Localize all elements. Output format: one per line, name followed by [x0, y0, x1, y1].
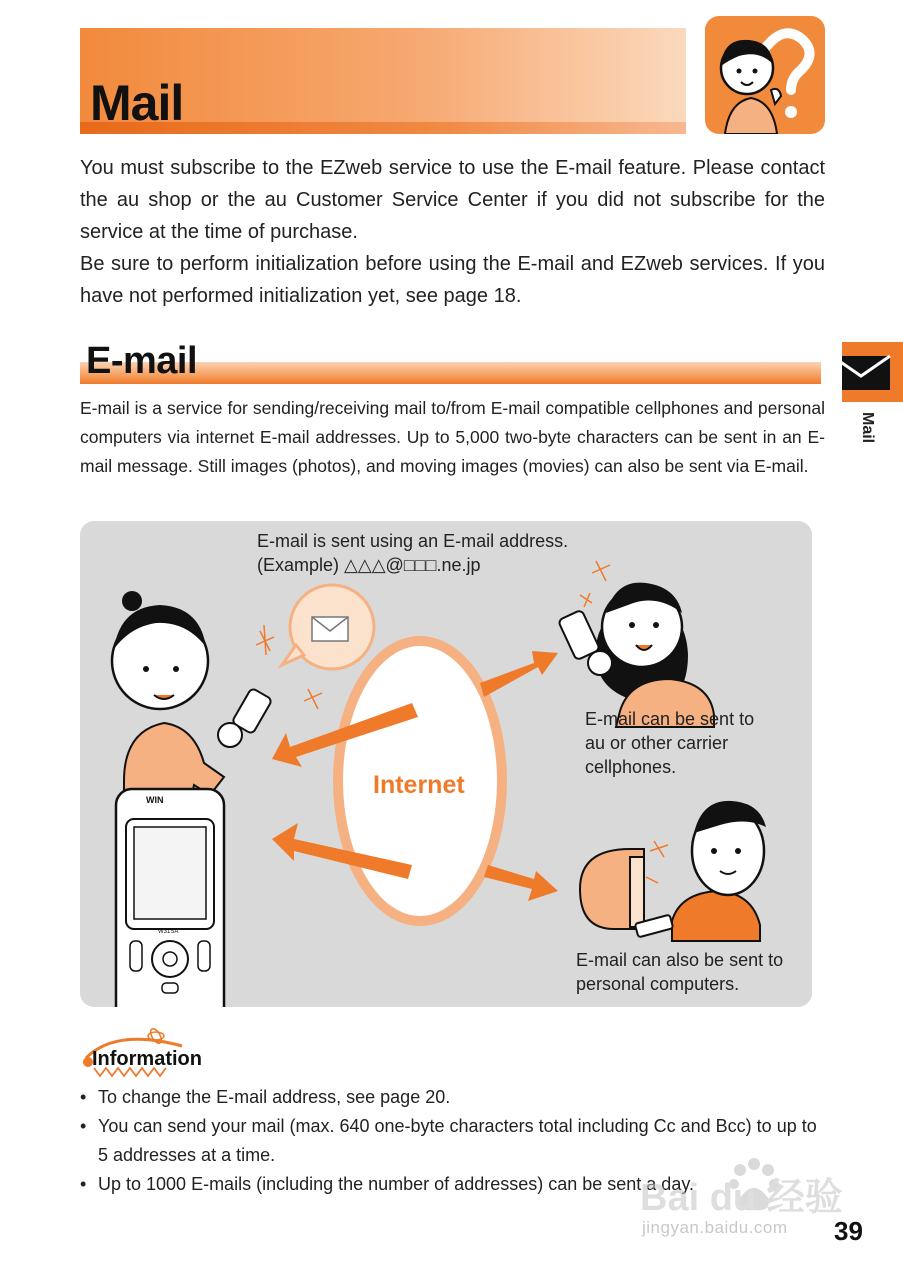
section-description: E-mail is a service for sending/receiving mail to/from E-mail compatible cellphones and personal computers via internet E-mail addresses. Up to 5,000 two-byte characters can be sent in an E-mail message. Still images (photos), and moving images (movies) can also be sent via E-mail.	[80, 398, 825, 476]
intro-paragraph-1: You must subscribe to the EZweb service to use the E-mail feature. Please contact the au shop or the au Customer Service Center if you did not subscribe for the service at the time of purchase.	[80, 157, 825, 243]
address-caption-line-2: (Example) △△△@□□□.ne.jp	[257, 555, 481, 575]
watermark-url: jingyan.baidu.com	[642, 1218, 788, 1237]
phones-caption-line-1: E-mail can be sent to	[585, 709, 755, 729]
diagram-illustration	[80, 521, 812, 1007]
header-banner	[80, 28, 686, 134]
mail-bubble	[282, 585, 374, 669]
information-item: • To change the E-mail address, see page 20.	[80, 1083, 830, 1112]
mascot-illustration	[705, 16, 825, 134]
side-tab	[842, 342, 903, 402]
intro-text	[80, 152, 825, 312]
information-title: Information	[92, 1048, 202, 1070]
question-mascot-icon	[705, 16, 825, 134]
win-phone-illustration	[116, 789, 224, 1007]
information-item: • Up to 1000 E-mails (including the number of addresses) can be sent a day.	[80, 1170, 830, 1199]
page-title: Mail	[90, 75, 184, 131]
information-item: • You can send your mail (max. 640 one-byte characters total including Cc and Bcc) to up to 5 addresses at a time.	[80, 1112, 830, 1170]
arrow-to-right-bottom	[484, 865, 558, 901]
arrow-to-right-top	[480, 651, 558, 697]
phone-brand-label: WIN	[146, 795, 164, 805]
intro-paragraph-2: Be sure to perform initialization before using the E-mail and EZweb services. If you have not performed initialization yet, see page 18.	[80, 253, 825, 307]
email-diagram	[80, 521, 812, 1007]
pc-caption-line-2: personal computers.	[576, 974, 740, 994]
page-number: 39	[834, 1216, 863, 1246]
phones-caption-line-2: au or other carrier	[585, 733, 729, 753]
side-tab-label: Mail	[859, 412, 876, 444]
right-woman-illustration	[558, 583, 714, 727]
left-girl-illustration	[112, 591, 272, 813]
address-caption-line-1: E-mail is sent using an E-mail address.	[257, 531, 569, 551]
phones-caption-line-3: cellphones.	[585, 757, 677, 777]
pc-caption-line-1: E-mail can also be sent to	[576, 950, 784, 970]
watermark-logo-text: Bai du 经验	[640, 1177, 843, 1219]
internet-label: Internet	[373, 771, 465, 799]
envelope-icon	[842, 342, 903, 402]
section-title: E-mail	[86, 340, 198, 382]
boy-computer-illustration	[580, 801, 766, 941]
phone-model-label: W31SA	[158, 929, 179, 935]
